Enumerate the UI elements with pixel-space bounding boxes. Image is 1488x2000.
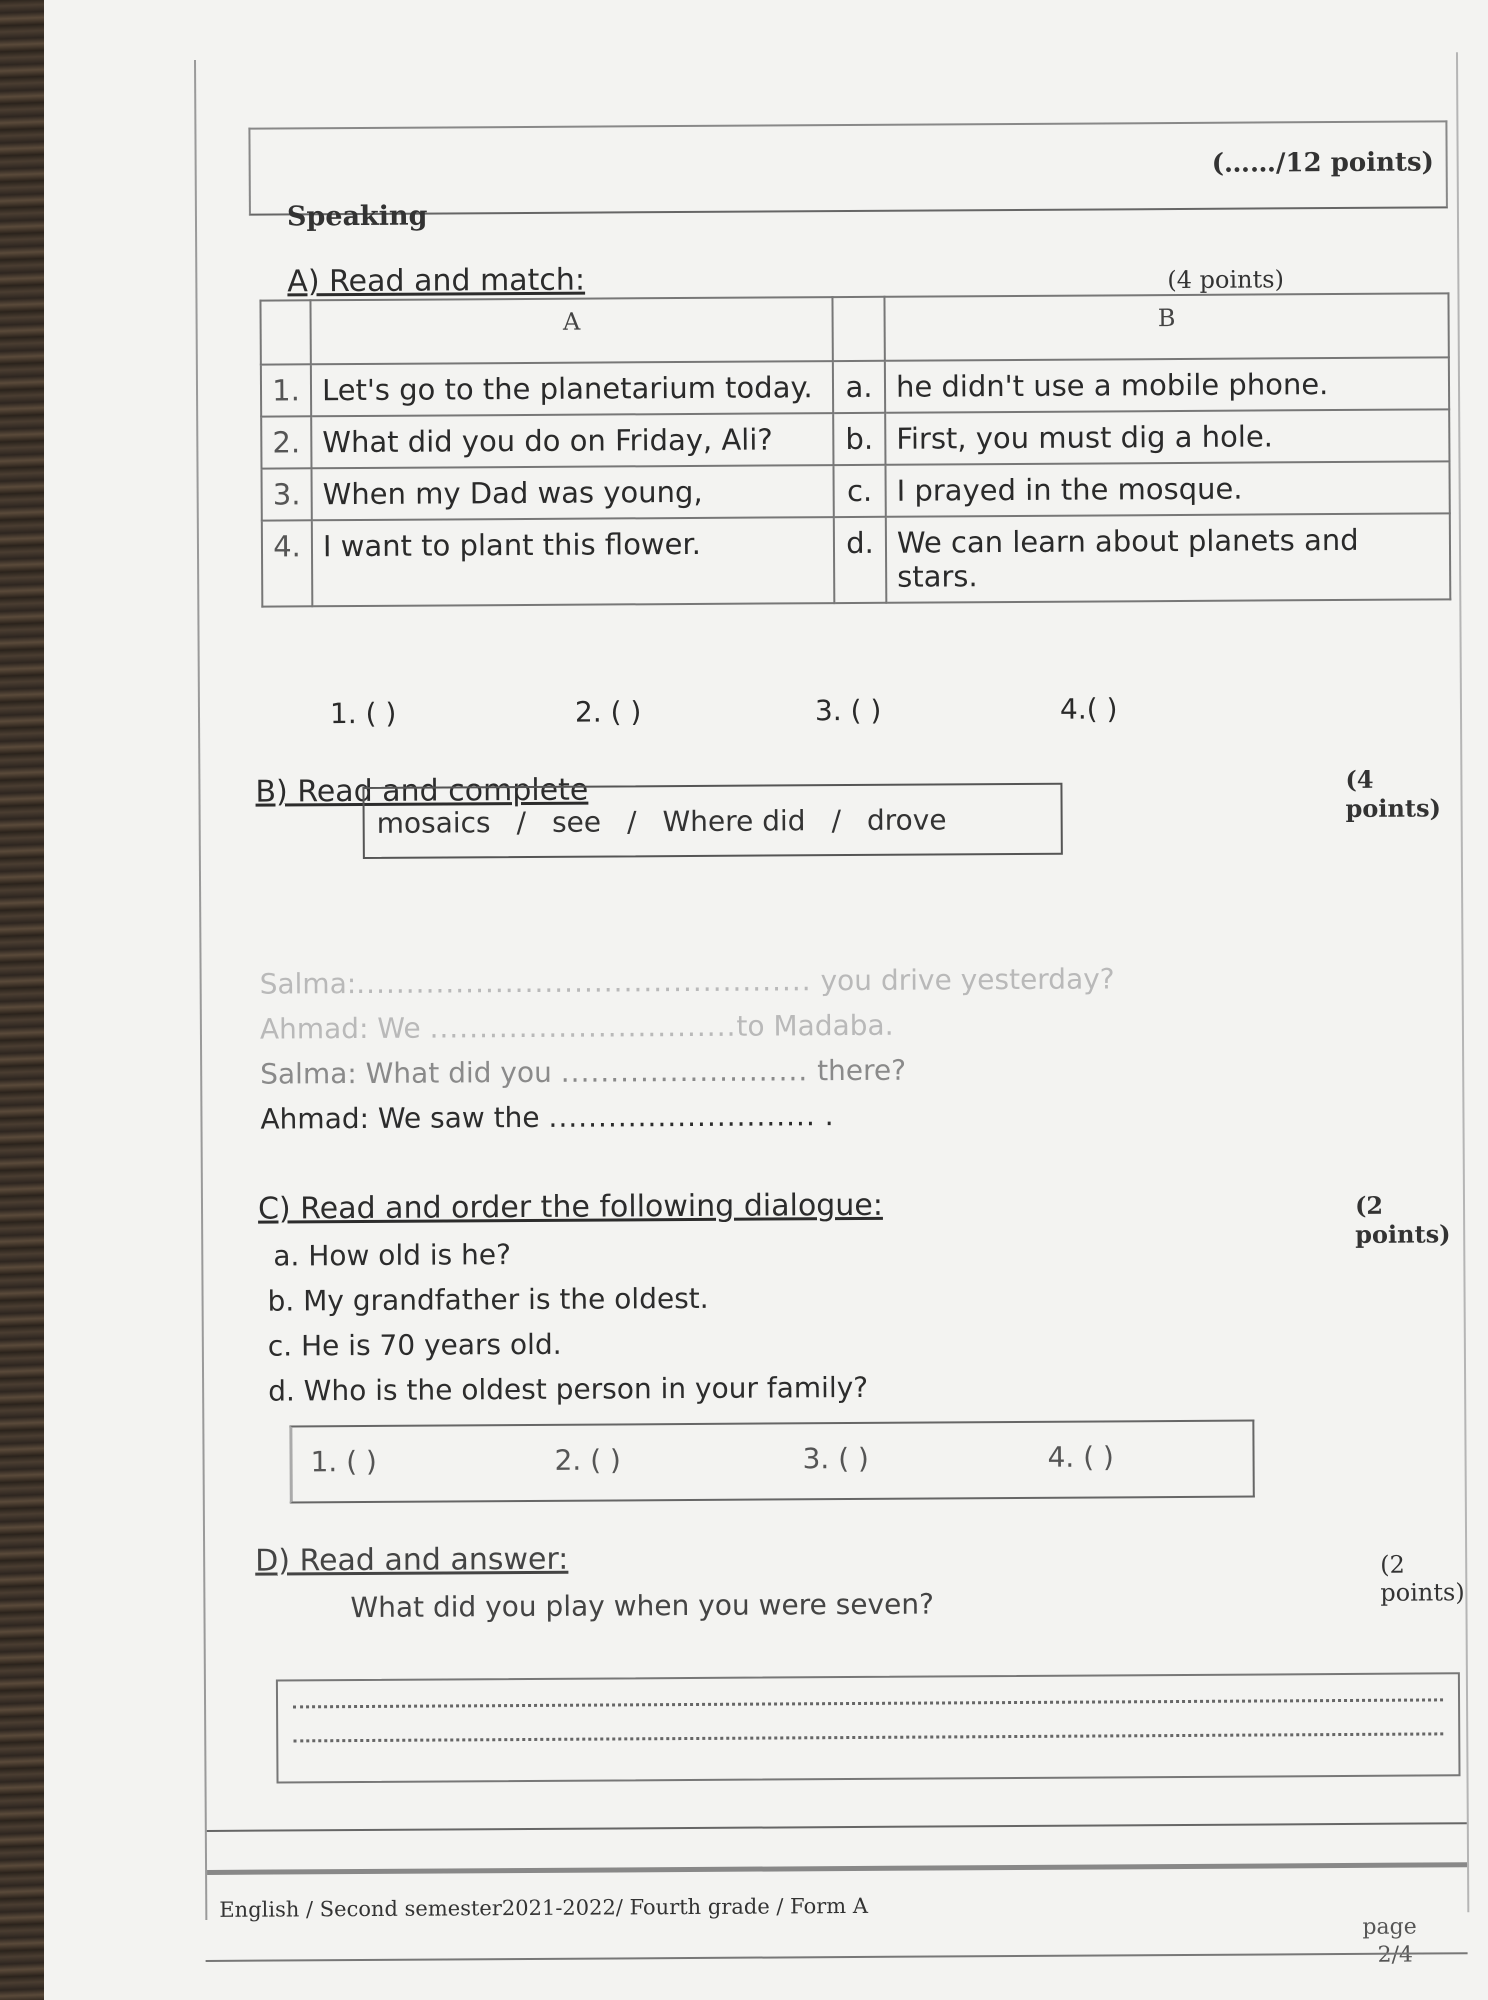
order-answer-2[interactable]: 2. ( ) bbox=[554, 1443, 622, 1477]
footer-divider bbox=[207, 1822, 1467, 1832]
dialogue-line-1: Salma:.............................................. you drive yesterday? bbox=[259, 962, 1115, 1001]
part-d-question: What did you play when you were seven? bbox=[350, 1587, 935, 1625]
word-bank-box bbox=[362, 783, 1062, 859]
column-a-header: A bbox=[310, 297, 832, 364]
order-item-b: b. My grandfather is the oldest. bbox=[267, 1281, 709, 1318]
page-number: 2/4 bbox=[1377, 1942, 1414, 1968]
word-bank-separator: / bbox=[626, 804, 637, 838]
table-row: 3. When my Dad was young, c. I prayed in the mosque. bbox=[261, 461, 1449, 520]
part-c-points: (2 points) bbox=[1354, 1190, 1451, 1249]
part-b-title: B) Read and complete bbox=[255, 772, 589, 810]
answer-writing-box[interactable] bbox=[276, 1672, 1461, 1783]
order-item-a: a. How old is he? bbox=[273, 1238, 512, 1273]
table-row: 2. What did you do on Friday, Ali? b. First, you must dig a hole. bbox=[261, 409, 1449, 468]
match-answer-2[interactable]: 2. ( ) bbox=[574, 695, 642, 729]
part-d-points: (2 points) bbox=[1380, 1550, 1465, 1607]
section-heading-speaking: Speaking bbox=[286, 200, 428, 233]
page-label: page bbox=[1362, 1914, 1417, 1940]
order-answer-box bbox=[289, 1420, 1254, 1504]
match-answer-1[interactable]: 1. ( ) bbox=[329, 696, 397, 731]
match-answer-3[interactable]: 3. ( ) bbox=[814, 693, 882, 728]
answer-line-2[interactable] bbox=[293, 1732, 1443, 1742]
answer-line-1[interactable] bbox=[293, 1698, 1443, 1708]
match-answer-4[interactable]: 4.( ) bbox=[1059, 692, 1118, 726]
order-item-c: c. He is 70 years old. bbox=[267, 1327, 562, 1363]
order-item-d: d. Who is the oldest person in your family? bbox=[268, 1370, 869, 1408]
table-row: 4. I want to plant this flower. d. We can learn about planets and stars. bbox=[262, 513, 1451, 606]
part-a-title: A) Read and match: bbox=[287, 262, 586, 300]
part-d-title: D) Read and answer: bbox=[255, 1541, 569, 1579]
table-row: 1. Let's go to the planetarium today. a. he didn't use a mobile phone. bbox=[261, 357, 1449, 416]
match-table bbox=[259, 292, 1451, 607]
exam-paper bbox=[44, 0, 1488, 2000]
match-table-header bbox=[260, 293, 1448, 364]
order-answer-3[interactable]: 3. ( ) bbox=[802, 1441, 870, 1476]
word-bank-item: drove bbox=[866, 802, 947, 837]
dialogue-line-3: Salma: What did you ......................... there? bbox=[260, 1053, 907, 1091]
word-bank-separator: / bbox=[516, 805, 527, 839]
footer-bottom-line bbox=[206, 1952, 1468, 1962]
order-answer-1[interactable]: 1. ( ) bbox=[310, 1444, 378, 1479]
blank-4[interactable]: ........................... bbox=[548, 1099, 816, 1134]
word-bank-item: Where did bbox=[662, 803, 806, 838]
blank-1[interactable]: .............................................. bbox=[356, 964, 812, 1001]
part-c-title: C) Read and order the following dialogue: bbox=[257, 1187, 883, 1227]
word-bank-item: mosaics bbox=[376, 805, 491, 840]
word-bank-separator: / bbox=[831, 803, 842, 837]
blank-2[interactable]: ............................... bbox=[429, 1009, 737, 1045]
blank-3[interactable]: ......................... bbox=[560, 1054, 809, 1089]
order-answer-4[interactable]: 4. ( ) bbox=[1047, 1440, 1115, 1474]
footer-divider-thick bbox=[207, 1862, 1467, 1875]
part-a-points: (4 points) bbox=[1167, 265, 1284, 295]
exam-sheet bbox=[194, 52, 1469, 1968]
part-b-points: (4 points) bbox=[1345, 764, 1441, 823]
footer-course-info: English / Second semester2021-2022/ Fourth grade / Form A bbox=[219, 1893, 869, 1922]
column-b-header: B bbox=[884, 293, 1448, 360]
dialogue-line-2: Ahmad: We ...............................to Madaba. bbox=[259, 1008, 894, 1046]
word-bank-item: see bbox=[551, 805, 602, 839]
dialogue-line-4: Ahmad: We saw the ........................... . bbox=[260, 1099, 834, 1136]
total-points: (……/12 points) bbox=[1211, 147, 1435, 179]
